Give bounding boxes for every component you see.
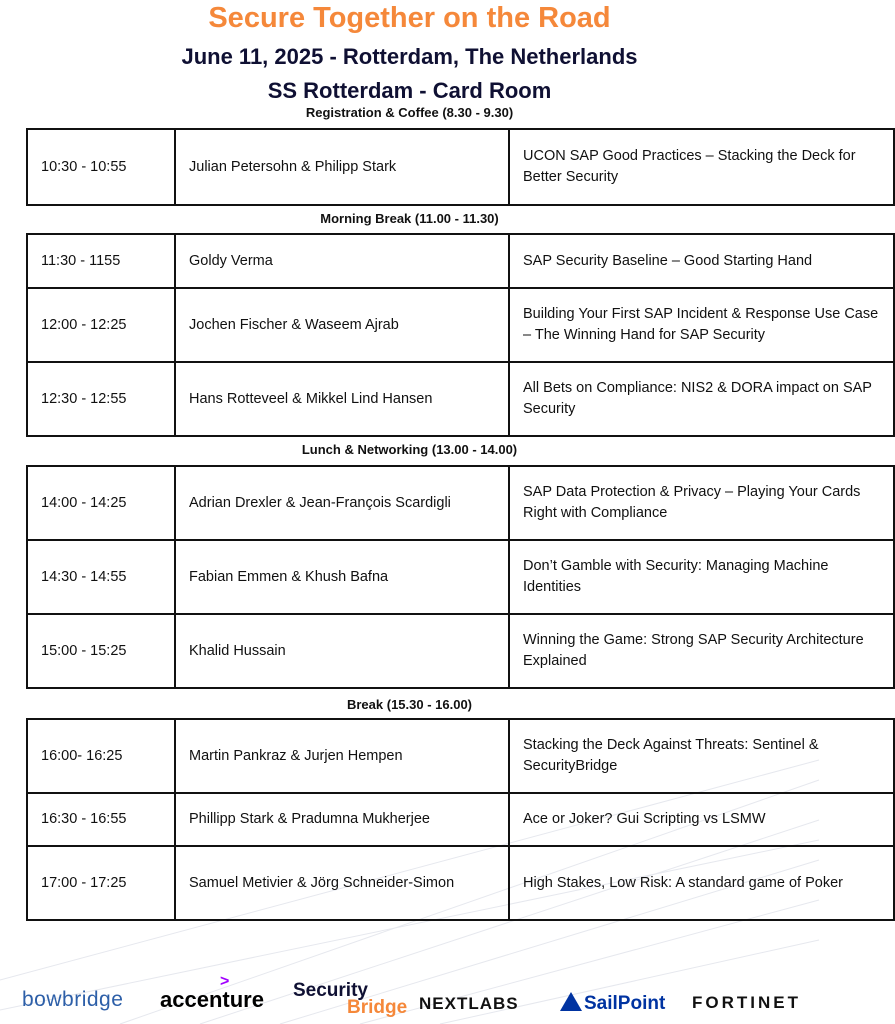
sailpoint-sail-icon [560, 992, 582, 1011]
schedule-table-block-3 [26, 465, 895, 689]
session-speakers: Samuel Metivier & Jörg Schneider-Simon [175, 846, 509, 920]
nextlabs-logo: NEXTLABS [419, 994, 519, 1013]
session-row [27, 362, 894, 436]
session-row [27, 719, 894, 793]
session-row [27, 288, 894, 362]
session-title: High Stakes, Low Risk: A standard game of Poker [509, 846, 894, 920]
session-row [27, 466, 894, 540]
session-time: 14:30 - 14:55 [27, 540, 175, 614]
session-row [27, 614, 894, 688]
session-speakers: Hans Rotteveel & Mikkel Lind Hansen [175, 362, 509, 436]
session-speakers: Julian Petersohn & Philipp Stark [175, 129, 509, 205]
bowbridge-logo: bowbridge [22, 988, 124, 1011]
sailpoint-logo [560, 992, 665, 1015]
fortinet-logo: FORTINET [692, 993, 801, 1012]
accenture-mark-icon: > [220, 973, 230, 990]
schedule-table-block-2 [26, 233, 895, 437]
sponsor-logos [0, 970, 819, 1024]
session-speakers: Fabian Emmen & Khush Bafna [175, 540, 509, 614]
page-title: Secure Together on the Road [208, 2, 611, 34]
sailpoint-logo-text: SailPoint [584, 993, 666, 1014]
session-time: 10:30 - 10:55 [27, 129, 175, 205]
session-row [27, 234, 894, 288]
session-title: Winning the Game: Strong SAP Security Architecture Explained [509, 614, 894, 688]
registration-break: Registration & Coffee (8.30 - 9.30) [305, 105, 514, 120]
morning-break: Morning Break (11.00 - 11.30) [320, 211, 499, 226]
securitybridge-logo-line2: Bridge [347, 997, 408, 1018]
session-title: SAP Security Baseline – Good Starting Hand [509, 234, 894, 288]
session-row [27, 846, 894, 920]
securitybridge-logo [293, 982, 407, 1016]
session-title: Building Your First SAP Incident & Response Use Case – The Winning Hand for SAP Security [509, 288, 894, 362]
session-row [27, 540, 894, 614]
session-speakers: Adrian Drexler & Jean-François Scardigli [175, 466, 509, 540]
session-time: 11:30 - 1155 [27, 234, 175, 288]
session-time: 16:00- 16:25 [27, 719, 175, 793]
session-title: UCON SAP Good Practices – Stacking the Deck for Better Security [509, 129, 894, 205]
securitybridge-logo-line1: Security [293, 980, 368, 1001]
session-row [27, 793, 894, 846]
session-title: All Bets on Compliance: NIS2 & DORA impact on SAP Security [509, 362, 894, 436]
session-time: 17:00 - 17:25 [27, 846, 175, 920]
session-title: Stacking the Deck Against Threats: Sentinel & SecurityBridge [509, 719, 894, 793]
session-title: SAP Data Protection & Privacy – Playing Your Cards Right with Compliance [509, 466, 894, 540]
afternoon-break: Break (15.30 - 16.00) [346, 697, 473, 712]
accenture-logo [160, 973, 264, 1013]
session-speakers: Jochen Fischer & Waseem Ajrab [175, 288, 509, 362]
session-speakers: Khalid Hussain [175, 614, 509, 688]
schedule-table-block-1 [26, 128, 895, 206]
session-speakers: Goldy Verma [175, 234, 509, 288]
session-time: 14:00 - 14:25 [27, 466, 175, 540]
session-speakers: Martin Pankraz & Jurjen Hempen [175, 719, 509, 793]
session-time: 15:00 - 15:25 [27, 614, 175, 688]
schedule-table-block-4 [26, 718, 895, 921]
session-title: Ace or Joker? Gui Scripting vs LSMW [509, 793, 894, 846]
accenture-logo-text: accenture [160, 987, 264, 1012]
event-date-location: June 11, 2025 - Rotterdam, The Netherlands [181, 44, 638, 69]
session-title: Don’t Gamble with Security: Managing Machine Identities [509, 540, 894, 614]
session-time: 12:00 - 12:25 [27, 288, 175, 362]
session-time: 16:30 - 16:55 [27, 793, 175, 846]
lunch-break: Lunch & Networking (13.00 - 14.00) [301, 442, 518, 457]
event-venue: SS Rotterdam - Card Room [267, 78, 552, 103]
session-time: 12:30 - 12:55 [27, 362, 175, 436]
session-row [27, 129, 894, 205]
session-speakers: Phillipp Stark & Pradumna Mukherjee [175, 793, 509, 846]
